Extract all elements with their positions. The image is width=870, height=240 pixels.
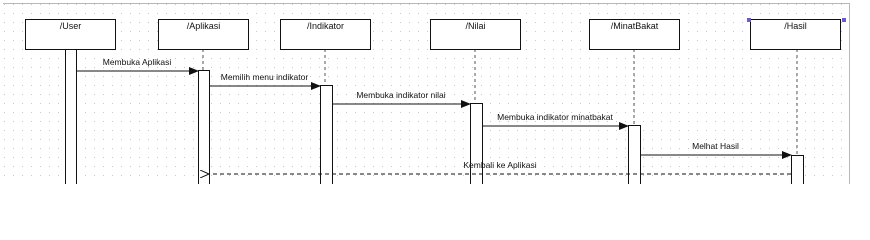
object-user[interactable] (26, 20, 116, 50)
object-label-user: /User (59, 21, 82, 31)
message-label-2: Memilih menu indikator (220, 72, 309, 82)
activation-bar-minatbakat (629, 126, 641, 185)
activation-bar-aplikasi (199, 71, 210, 185)
object-label-minatbakat: /MinatBakat (610, 21, 659, 31)
object-minatbakat[interactable] (590, 20, 680, 50)
activation-bar-indikator (321, 86, 333, 185)
object-label-indikator: /Indikator (306, 21, 345, 31)
object-aplikasi[interactable] (159, 20, 249, 50)
message-label-5: Melhat Hasil (692, 141, 739, 151)
object-label-aplikasi: /Aplikasi (186, 21, 221, 31)
activation-bar-user (66, 50, 77, 185)
object-hasil[interactable] (751, 20, 841, 50)
message-label-4: Membuka indikator minatbakat (497, 112, 613, 122)
activation-bar-nilai (471, 104, 483, 185)
message-label-3: Membuka indikator nilai (356, 90, 446, 100)
message-label-1: Membuka Aplikasi (102, 57, 172, 67)
object-label-hasil: /Hasil (784, 21, 807, 31)
object-nilai[interactable] (431, 20, 521, 50)
selection-handle-right[interactable] (842, 18, 846, 22)
activation-bar-hasil (792, 156, 804, 185)
selection-handle-left[interactable] (747, 18, 751, 22)
object-label-nilai: /Nilai (465, 21, 486, 31)
message-label-6: Kembali ke Aplikasi (463, 160, 537, 170)
object-indikator[interactable] (281, 20, 371, 50)
